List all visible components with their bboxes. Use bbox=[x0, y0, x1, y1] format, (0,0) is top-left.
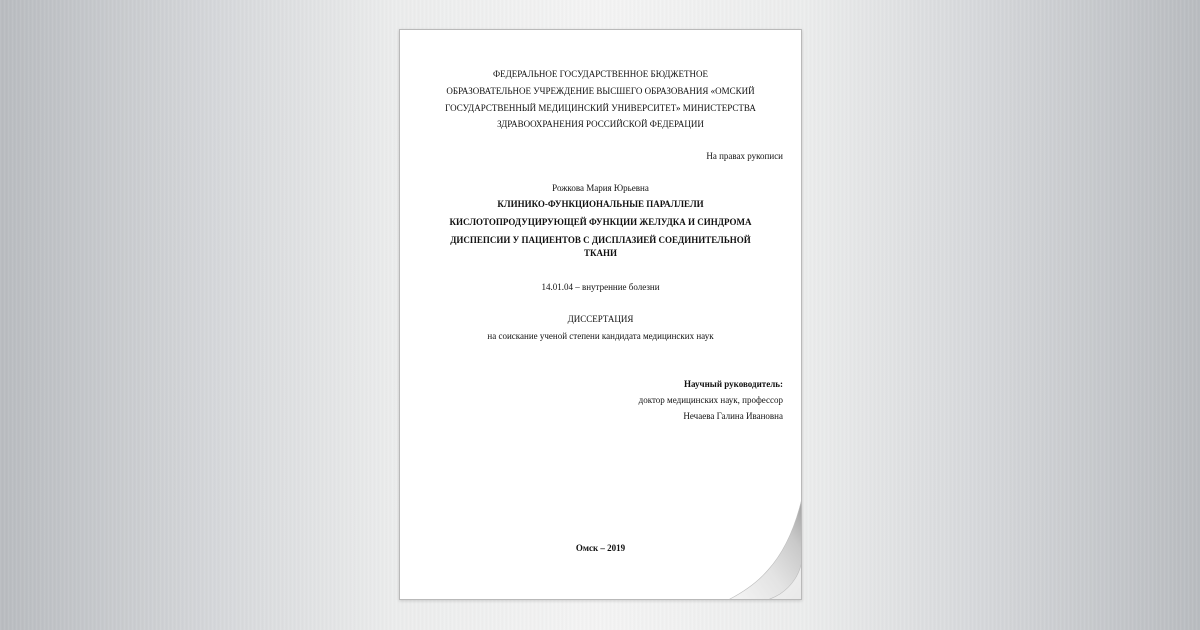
city-year: Омск – 2019 bbox=[575, 543, 626, 553]
document-page bbox=[399, 29, 802, 600]
author-name: Рожкова Мария Юрьевна bbox=[552, 183, 649, 193]
degree-line: на соискание ученой степени кандидата медицинских наук bbox=[487, 331, 714, 341]
supervisor-name: Нечаева Галина Ивановна bbox=[683, 411, 783, 421]
title-line-3: ДИСПЕПСИИ У ПАЦИЕНТОВ С ДИСПЛАЗИЕЙ СОЕДИНИТЕЛЬНОЙ bbox=[450, 235, 751, 245]
supervisor-label: Научный руководитель: bbox=[684, 379, 783, 389]
document-type: ДИССЕРТАЦИЯ bbox=[567, 314, 634, 324]
header-line-3: ГОСУДАРСТВЕННЫЙ МЕДИЦИНСКИЙ УНИВЕРСИТЕТ» МИНИСТЕРСТВА bbox=[445, 103, 756, 113]
header-line-4: ЗДРАВООХРАНЕНИЯ РОССИЙСКОЙ ФЕДЕРАЦИИ bbox=[497, 119, 704, 129]
title-line-1: КЛИНИКО-ФУНКЦИОНАЛЬНЫЕ ПАРАЛЛЕЛИ bbox=[497, 199, 704, 209]
manuscript-note: На правах рукописи bbox=[706, 151, 783, 161]
title-line-4: ТКАНИ bbox=[583, 248, 618, 258]
header-line-2: ОБРАЗОВАТЕЛЬНОЕ УЧРЕЖДЕНИЕ ВЫСШЕГО ОБРАЗОВАНИЯ «ОМСКИЙ bbox=[446, 86, 755, 96]
page-curl-icon bbox=[720, 498, 802, 600]
title-line-2: КИСЛОТОПРОДУЦИРУЮЩЕЙ ФУНКЦИИ ЖЕЛУДКА И СИНДРОМА bbox=[449, 217, 752, 227]
header-line-1: ФЕДЕРАЛЬНОЕ ГОСУДАРСТВЕННОЕ БЮДЖЕТНОЕ bbox=[493, 69, 708, 79]
supervisor-title: доктор медицинских наук, профессор bbox=[638, 395, 783, 405]
specialty-code: 14.01.04 – внутренние болезни bbox=[541, 282, 660, 292]
